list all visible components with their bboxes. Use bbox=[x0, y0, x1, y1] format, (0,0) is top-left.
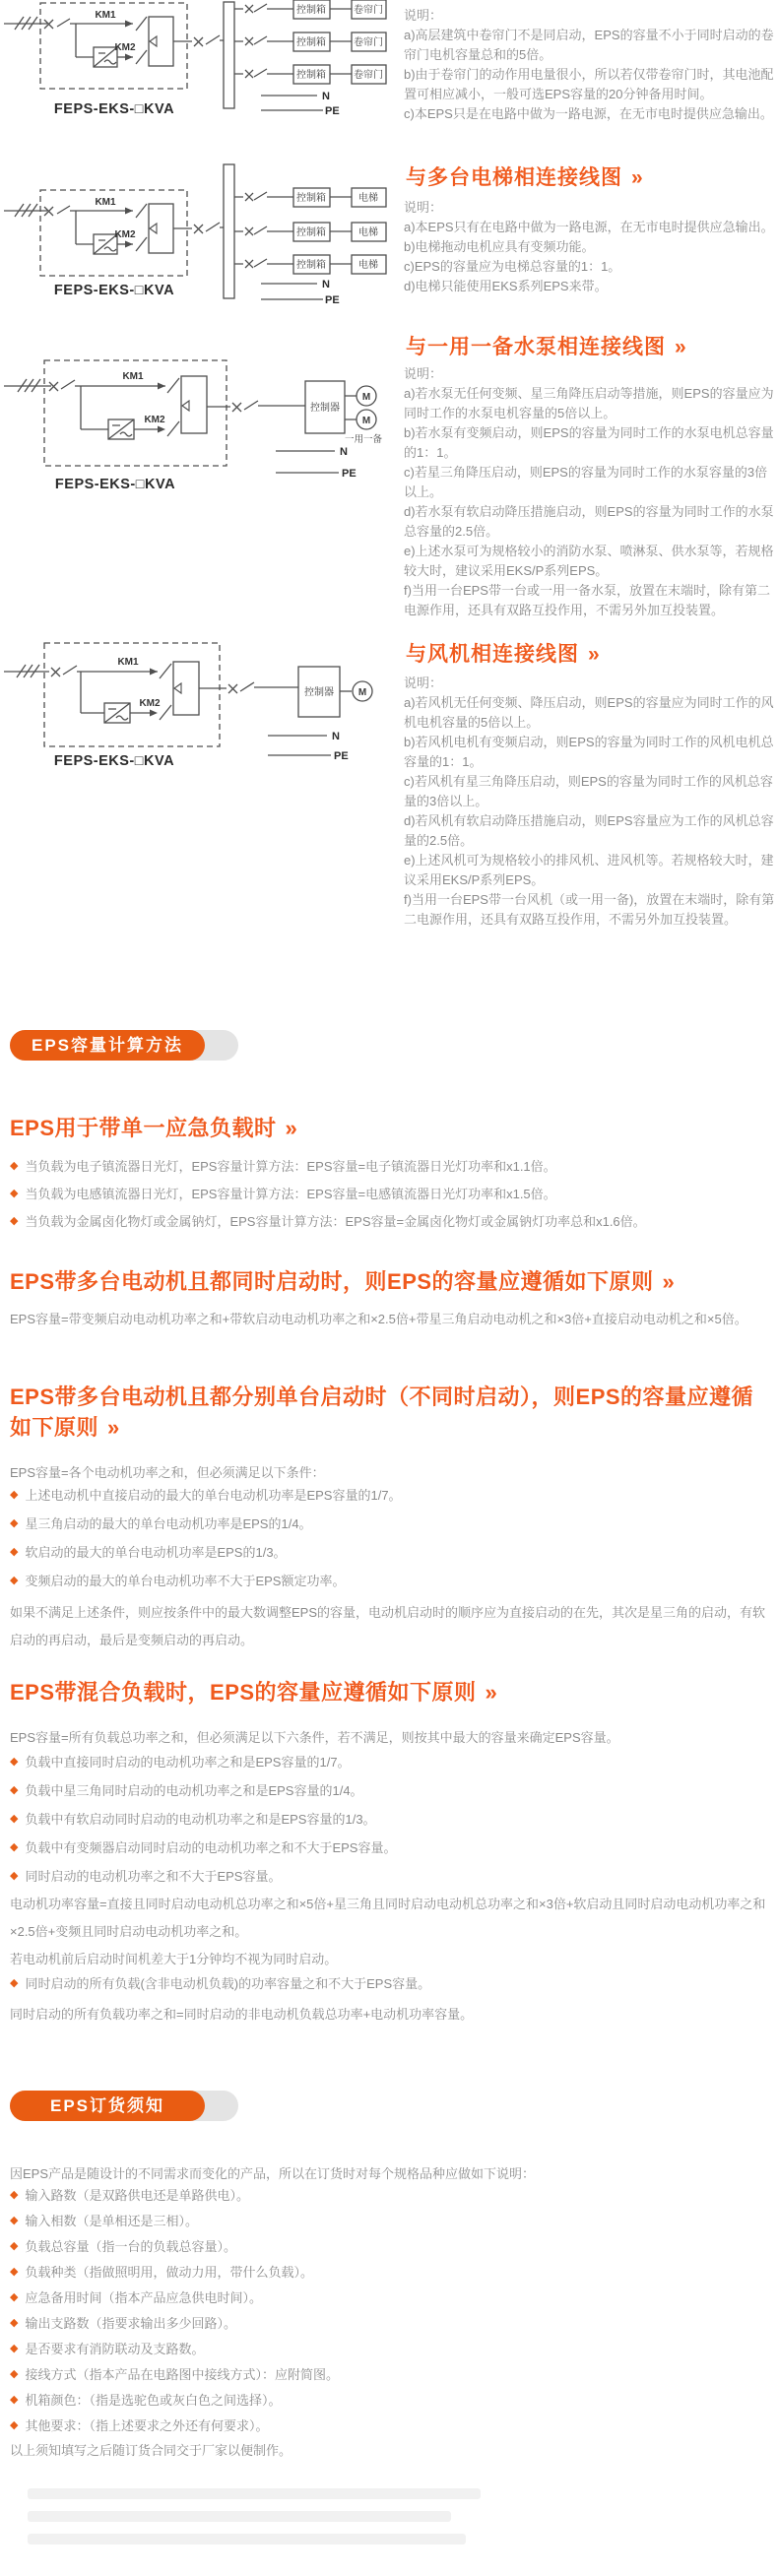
note-label: 说明： bbox=[404, 200, 443, 215]
total-load-formula: 同时启动的所有负载功率之和=同时启动的非电动机负载总功率+电动机功率容量。 bbox=[10, 2007, 474, 2022]
output-breaker-icon bbox=[199, 682, 298, 693]
km1-label: KM1 bbox=[117, 657, 139, 668]
bullet-row bbox=[10, 1158, 770, 1175]
note-line: d)若水泵有软启动降压措施启动，则EPS的容量为同时工作的水泵总容量的2.5倍。 bbox=[404, 504, 774, 539]
diamond-bullet-icon: ◆ bbox=[10, 1784, 19, 1796]
control-box-label: 控制箱 bbox=[296, 37, 326, 48]
heading-text: 与多台电梯相连接线图 bbox=[406, 166, 622, 189]
ordering-banner bbox=[10, 2091, 238, 2121]
busbar bbox=[224, 164, 234, 298]
diamond-bullet-icon: ◆ bbox=[10, 1188, 19, 1199]
bullet-row bbox=[10, 1573, 770, 1589]
bullet-row bbox=[10, 1186, 770, 1202]
bullet-text: 输入相数（是单相还是三相）。 bbox=[25, 2214, 198, 2228]
diamond-bullet-icon: ◆ bbox=[10, 1870, 19, 1882]
bullet-row bbox=[10, 1754, 770, 1771]
single-load-bullets bbox=[10, 1158, 770, 1241]
bullet-row bbox=[10, 1515, 770, 1532]
diamond-bullet-icon: ◆ bbox=[10, 1841, 19, 1853]
mixed-load-heading bbox=[10, 1677, 770, 1707]
fan-notes bbox=[404, 674, 776, 930]
bullet-text: 当负载为电子镇流器日光灯，EPS容量计算方法：EPS容量=电子镇流器日光灯功率和x1.1倍。 bbox=[25, 1159, 556, 1174]
control-box-label: 控制箱 bbox=[296, 70, 326, 81]
n-label: N bbox=[340, 446, 348, 458]
ordering-outro: 以上须知填写之后随订货合同交于厂家以便制作。 bbox=[10, 2443, 292, 2458]
diamond-bullet-icon: ◆ bbox=[10, 2291, 19, 2303]
branch-2 bbox=[234, 223, 386, 241]
double-chevron-icon: » bbox=[285, 1116, 298, 1140]
double-chevron-icon: » bbox=[675, 336, 687, 358]
fan-section-heading bbox=[406, 638, 601, 668]
pump-notes bbox=[404, 364, 776, 620]
bullet-row bbox=[10, 2213, 770, 2229]
bullet-text: 负载中有软启动同时启动的电动机功率之和是EPS容量的1/3。 bbox=[25, 1812, 376, 1827]
note-line: a)若风机无任何变频、降压启动，则EPS的容量应为同时工作的风机电机容量的5倍以上。 bbox=[404, 695, 774, 730]
banner-title: EPS容量计算方法 bbox=[10, 1030, 205, 1061]
bullet-text: 星三角启动的最大的单台电动机功率是EPS的1/4。 bbox=[25, 1516, 312, 1531]
faded-watermark-bar bbox=[28, 2534, 466, 2544]
duty-standby-label: 一用一备 bbox=[345, 434, 383, 445]
km1-label: KM1 bbox=[95, 10, 116, 21]
double-chevron-icon: » bbox=[107, 1415, 120, 1440]
output-breaker-icon bbox=[173, 35, 224, 46]
diamond-bullet-icon: ◆ bbox=[10, 2215, 19, 2226]
faded-watermark-bar bbox=[28, 2511, 451, 2522]
bullet-row bbox=[10, 1975, 770, 1992]
diamond-bullet-icon: ◆ bbox=[10, 1575, 19, 1586]
simultaneous-start-heading bbox=[10, 1266, 770, 1297]
separate-start-bullets bbox=[10, 1487, 770, 1601]
pe-label: PE bbox=[334, 750, 349, 762]
feps-unit-label: FEPS-EKS-□KVA bbox=[53, 753, 175, 769]
note-label: 说明： bbox=[404, 366, 443, 381]
note-line: a)本EPS只有在电路中做为一路电源，在无市电时提供应急输出。 bbox=[404, 220, 774, 234]
heading-text: EPS用于带单一应急负载时 bbox=[10, 1116, 277, 1140]
note-line: f)当用一台EPS带一台风机（或一用一备)，放置在末端时，除有第二电源作用，还具有双路互投作用，不需另外加互投装置。 bbox=[404, 892, 775, 927]
branch-3 bbox=[234, 65, 386, 84]
diamond-bullet-icon: ◆ bbox=[10, 1813, 19, 1825]
pump-wiring-diagram bbox=[0, 351, 394, 496]
bullet-text: 接线方式（指本产品在电路图中接线方式）：应附简图。 bbox=[25, 2367, 339, 2382]
shutter-door-label: 卷帘门 bbox=[354, 70, 383, 81]
bullet-row bbox=[10, 2315, 770, 2332]
note-line: b)若风机电机有变频启动，则EPS的容量为同时工作的风机电机总容量的1：1。 bbox=[404, 735, 774, 769]
busbar bbox=[224, 2, 234, 108]
separate-start-heading bbox=[10, 1382, 770, 1443]
elevator-label: 电梯 bbox=[358, 227, 378, 238]
bullet-text: 其他要求：（指上述要求之外还有何要求）。 bbox=[25, 2418, 269, 2433]
bullet-text: 上述电动机中直接启动的最大的单台电动机功率是EPS容量的1/7。 bbox=[25, 1488, 402, 1503]
note-line: c)本EPS只是在电路中做为一路电源，在无市电时提供应急输出。 bbox=[404, 106, 773, 121]
diamond-bullet-icon: ◆ bbox=[10, 1977, 19, 1989]
bullet-row bbox=[10, 1782, 770, 1799]
bullet-text: 软启动的最大的单台电动机功率是EPS的1/3。 bbox=[25, 1545, 287, 1560]
pe-label: PE bbox=[325, 294, 340, 305]
note-line: c)EPS的容量应为电梯总容量的1：1。 bbox=[404, 259, 621, 274]
bullet-text: 负载中直接同时启动的电动机功率之和是EPS容量的1/7。 bbox=[25, 1755, 351, 1770]
bullet-row bbox=[10, 2417, 770, 2434]
note-line: c)若星三角降压启动，则EPS的容量为同时工作的水泵容量的3倍以上。 bbox=[404, 465, 768, 499]
km2-label: KM2 bbox=[144, 415, 165, 425]
elevator-notes bbox=[404, 198, 776, 296]
elevator-wiring-diagram bbox=[0, 156, 394, 305]
bullet-text: 输出支路数（指要求输出多少回路）。 bbox=[25, 2316, 236, 2331]
km1-label: KM1 bbox=[122, 371, 144, 382]
simultaneous-start-formula: EPS容量=带变频启动电动机功率之和+带软启动电动机功率之和×2.5倍+带星三角启动电动机之和×3倍+直接启动电动机之和×5倍。 bbox=[10, 1312, 747, 1326]
motor-label: M bbox=[361, 416, 371, 426]
pump-section-heading bbox=[406, 331, 687, 360]
double-chevron-icon: » bbox=[588, 643, 601, 666]
diamond-bullet-icon: ◆ bbox=[10, 2368, 19, 2380]
diamond-bullet-icon: ◆ bbox=[10, 1489, 19, 1501]
mixed-load-bullets bbox=[10, 1754, 770, 1897]
branch-2 bbox=[234, 32, 386, 51]
bullet-text: 当负载为电感镇流器日光灯，EPS容量计算方法：EPS容量=电感镇流器日光灯功率和x1.5倍。 bbox=[25, 1187, 556, 1201]
note-line: a)高层建筑中卷帘门不是同启动，EPS的容量不小于同时启动的卷帘门电机容量总和的5倍。 bbox=[404, 28, 774, 62]
simultaneous-definition-note: 若电动机前后启动时间机差大于1分钟均不视为同时启动。 bbox=[10, 1952, 338, 1966]
diamond-bullet-icon: ◆ bbox=[10, 1756, 19, 1768]
motor-label: M bbox=[357, 687, 367, 698]
controller-label: 控制器 bbox=[310, 403, 340, 414]
bullet-text: 负载总容量（指一台的负载总容量）。 bbox=[25, 2239, 236, 2254]
diamond-bullet-icon: ◆ bbox=[10, 2189, 19, 2201]
motor-capacity-formula: 电动机功率容量=直接且同时启动电动机总功率之和×5倍+星三角且同时启动电动机总功率之和×3倍+软启动且同时启动电动机功率之和×2.5倍+变频且同时启动电动机功率之和。 bbox=[10, 1897, 766, 1939]
bullet-text: 负载中有变频器启动同时启动的电动机功率之和不大于EPS容量。 bbox=[25, 1840, 397, 1855]
elevator-label: 电梯 bbox=[358, 193, 378, 204]
note-label: 说明： bbox=[404, 8, 443, 23]
bullet-row bbox=[10, 2238, 770, 2255]
mixed-load-intro: EPS容量=所有负载总功率之和，但必须满足以下六条件，若不满足，则按其中最大的容量来确定EPS容量。 bbox=[10, 1730, 619, 1745]
controller-label: 控制器 bbox=[304, 687, 334, 698]
bullet-text: 负载中星三角同时启动的电动机功率之和是EPS容量的1/4。 bbox=[25, 1783, 363, 1798]
bullet-text: 负载种类（指做照明用，做动力用，带什么负载）。 bbox=[25, 2265, 313, 2280]
pe-label: PE bbox=[325, 105, 340, 117]
n-label: N bbox=[332, 731, 340, 742]
km2-label: KM2 bbox=[114, 42, 136, 53]
heading-text: 与一用一备水泵相连接线图 bbox=[406, 336, 666, 358]
bullet-text: 同时启动的电动机功率之和不大于EPS容量。 bbox=[25, 1869, 282, 1884]
shutter-door-label: 卷帘门 bbox=[354, 5, 383, 16]
n-label: N bbox=[322, 91, 330, 102]
faded-watermark-bar bbox=[28, 2488, 481, 2499]
bullet-row bbox=[10, 2366, 770, 2383]
control-box-label: 控制箱 bbox=[296, 227, 326, 238]
shutter-wiring-diagram bbox=[0, 0, 394, 138]
elevator-section-heading bbox=[406, 161, 644, 191]
bullet-text: 当负载为金属卤化物灯或金属钠灯，EPS容量计算方法：EPS容量=金属卤化物灯或金属钠灯功率总和x1.6倍。 bbox=[25, 1214, 646, 1229]
ordering-intro: 因EPS产品是随设计的不同需求而变化的产品，所以在订货时对每个规格品种应做如下说明： bbox=[10, 2166, 536, 2181]
bullet-text: 变频启动的最大的单台电动机功率不大于EPS额定功率。 bbox=[25, 1574, 346, 1588]
km2-label: KM2 bbox=[114, 229, 136, 240]
elevator-label: 电梯 bbox=[358, 260, 378, 271]
heading-text: EPS带多台电动机且都同时启动时，则EPS的容量应遵循如下原则 bbox=[10, 1269, 654, 1294]
branch-1 bbox=[234, 0, 386, 19]
feps-unit-label: FEPS-EKS-□KVA bbox=[54, 477, 176, 492]
note-line: d)若风机有软启动降压措施启动，则EPS容量应为工作的风机总容量的2.5倍。 bbox=[404, 813, 774, 848]
input-breaker-icon bbox=[44, 19, 76, 29]
km2-label: KM2 bbox=[139, 698, 161, 709]
note-line: b)由于卷帘门的动作用电量很小，所以若仅带卷帘门时，其电池配置可相应减小，一般可选EPS容量的20分钟备用时间。 bbox=[404, 67, 774, 101]
control-box-label: 控制箱 bbox=[296, 260, 326, 271]
note-line: f)当用一台EPS带一台或一用一备水泵，放置在末端时，除有第二电源作用，还具有双路互投作用，不需另外加互投装置。 bbox=[404, 583, 770, 617]
ordering-bullets bbox=[10, 2187, 770, 2443]
bullet-row bbox=[10, 2392, 770, 2409]
diamond-bullet-icon: ◆ bbox=[10, 1160, 19, 1172]
note-line: a)若水泵无任何变频、星三角降压启动等措施，则EPS的容量应为同时工作的水泵电机容量的5倍以上。 bbox=[404, 386, 774, 420]
shutter-notes bbox=[404, 6, 776, 124]
feps-unit-label: FEPS-EKS-□KVA bbox=[53, 283, 175, 298]
heading-text: 与风机相连接线图 bbox=[406, 643, 579, 666]
bullet-row bbox=[10, 1811, 770, 1828]
double-chevron-icon: » bbox=[662, 1269, 676, 1294]
diamond-bullet-icon: ◆ bbox=[10, 2266, 19, 2278]
bullet-row bbox=[10, 2264, 770, 2281]
fan-wiring-diagram bbox=[0, 631, 394, 771]
diamond-bullet-icon: ◆ bbox=[10, 2419, 19, 2431]
diamond-bullet-icon: ◆ bbox=[10, 2394, 19, 2406]
branch-3 bbox=[234, 255, 386, 274]
mains-input-line bbox=[4, 17, 47, 30]
note-line: b)电梯拖动电机应具有变频功能。 bbox=[404, 239, 595, 254]
separate-start-intro: EPS容量=各个电动机功率之和，但必须满足以下条件： bbox=[10, 1465, 325, 1480]
feps-unit-label: FEPS-EKS-□KVA bbox=[53, 101, 175, 117]
control-box-label: 控制箱 bbox=[296, 193, 326, 204]
control-box-label: 控制箱 bbox=[296, 5, 326, 16]
output-breaker-icon bbox=[173, 223, 224, 233]
motor-label: M bbox=[361, 392, 371, 403]
bullet-row bbox=[10, 1487, 770, 1504]
double-chevron-icon: » bbox=[631, 166, 644, 189]
separate-start-note: 如果不满足上述条件，则应按条件中的最大数调整EPS的容量，电动机启动时的顺序应为直接启动的在先，其次是星三角的启动，有软启动的再启动，最后是变频启动的再启动。 bbox=[10, 1605, 766, 1647]
bullet-text: 是否要求有消防联动及支路数。 bbox=[25, 2342, 205, 2356]
double-chevron-icon: » bbox=[485, 1680, 498, 1705]
bullet-text: 输入路数（是双路供电还是单路供电）。 bbox=[25, 2188, 249, 2203]
bullet-row bbox=[10, 1839, 770, 1856]
bullet-row bbox=[10, 1544, 770, 1561]
note-line: e)上述水泵可为规格较小的消防水泵、喷淋泵、供水泵等，若规格较大时，建议采用EKS/P系列EPS。 bbox=[404, 544, 774, 578]
shutter-door-label: 卷帘门 bbox=[354, 37, 383, 48]
diamond-bullet-icon: ◆ bbox=[10, 2343, 19, 2354]
mixed-load-last-bullet-wrap bbox=[10, 1975, 770, 1992]
n-label: N bbox=[322, 279, 330, 290]
bullet-text: 同时启动的所有负载(含非电动机负载)的功率容量之和不大于EPS容量。 bbox=[25, 1976, 431, 1991]
note-line: c)若风机有星三角降压启动，则EPS的容量为同时工作的风机总容量的3倍以上。 bbox=[404, 774, 773, 808]
banner-title: EPS订货须知 bbox=[10, 2091, 205, 2121]
note-line: b)若水泵有变频启动，则EPS的容量为同时工作的水泵电机总容量的1：1。 bbox=[404, 425, 774, 460]
bullet-row bbox=[10, 2289, 770, 2306]
bullet-text: 应急备用时间（指本产品应急供电时间）。 bbox=[25, 2290, 262, 2305]
branch-1 bbox=[234, 188, 386, 207]
bullet-row bbox=[10, 1868, 770, 1885]
note-label: 说明： bbox=[404, 676, 443, 690]
diamond-bullet-icon: ◆ bbox=[10, 1546, 19, 1558]
diamond-bullet-icon: ◆ bbox=[10, 1215, 19, 1227]
bullet-row bbox=[10, 2341, 770, 2357]
diamond-bullet-icon: ◆ bbox=[10, 2317, 19, 2329]
heading-text: EPS带混合负载时，EPS的容量应遵循如下原则 bbox=[10, 1680, 477, 1705]
output-breaker-icon bbox=[207, 401, 305, 412]
bullet-text: 机箱颜色：（指是选驼色或灰白色之间选择）。 bbox=[25, 2393, 282, 2408]
km1-label: KM1 bbox=[95, 197, 116, 208]
note-line: e)上述风机可为规格较小的排风机、进风机等。若规格较大时，建议采用EKS/P系列EPS。 bbox=[404, 853, 774, 887]
diamond-bullet-icon: ◆ bbox=[10, 2240, 19, 2252]
bullet-row bbox=[10, 2187, 770, 2204]
single-load-heading bbox=[10, 1113, 770, 1143]
pe-label: PE bbox=[342, 468, 357, 480]
heading-text: EPS带多台电动机且都分别单台启动时（不同时启动），则EPS的容量应遵循如下原则 bbox=[10, 1385, 754, 1440]
bullet-row bbox=[10, 1213, 770, 1230]
diamond-bullet-icon: ◆ bbox=[10, 1517, 19, 1529]
note-line: d)电梯只能使用EKS系列EPS来带。 bbox=[404, 279, 608, 293]
capacity-banner bbox=[10, 1030, 238, 1061]
